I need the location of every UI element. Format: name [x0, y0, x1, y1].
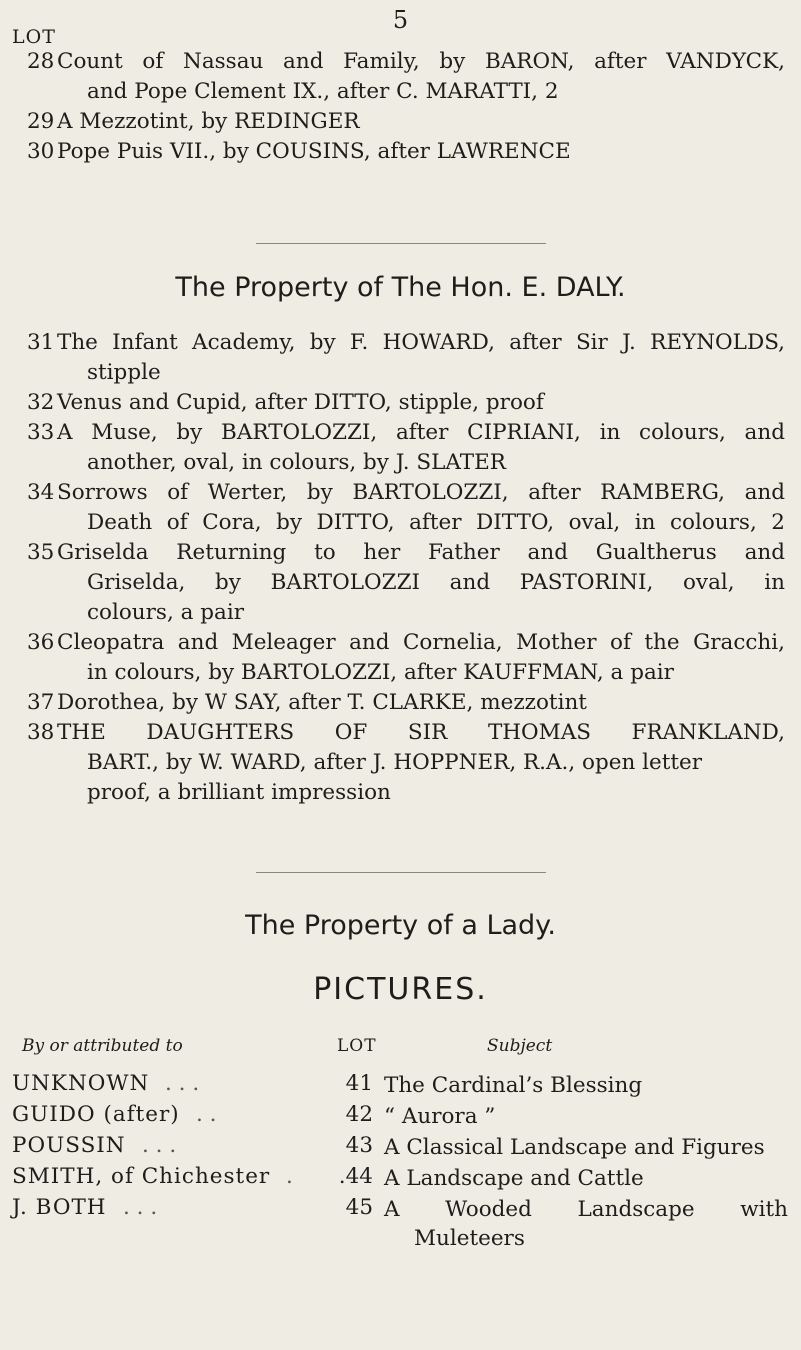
lot-number: 34 — [27, 480, 55, 505]
lot-entry — [0, 418, 801, 478]
lot-number: 35 — [27, 540, 55, 565]
lot-entry — [0, 628, 801, 688]
lot-entry — [0, 47, 801, 107]
leader-dots: . . . — [142, 1133, 177, 1158]
leader-dots: . — [286, 1164, 293, 1189]
column-header-subject: Subject — [487, 1036, 553, 1056]
artist-name: POUSSIN — [12, 1133, 126, 1158]
lot-description-line: Sorrows of Werter, by BARTOLOZZI, after RAMBERG, and — [57, 480, 785, 505]
lot-description-line: in colours, by BARTOLOZZI, after KAUFFMAN, a pair — [87, 660, 674, 685]
lot-description-line: Griselda Returning to her Father and Gualtherus and — [57, 540, 785, 565]
page-number: 5 — [392, 6, 409, 34]
lot-description-line: Venus and Cupid, after DITTO, stipple, proof — [57, 390, 544, 415]
lot-entry — [0, 328, 801, 388]
lot-number: .44 — [338, 1164, 373, 1189]
lot-description-line: The Infant Academy, by F. HOWARD, after Sir J. REYNOLDS, — [57, 330, 785, 355]
column-header-artist: By or attributed to — [22, 1036, 183, 1056]
section-2-entries — [0, 328, 801, 808]
lot-description-line: A Mezzotint, by REDINGER — [57, 109, 360, 134]
lot-number: 45 — [345, 1195, 373, 1220]
divider-rule — [256, 872, 546, 873]
artist-name: GUIDO (after) — [12, 1102, 180, 1127]
section-2-heading: The Property of The Hon. E. DALY. — [175, 272, 626, 303]
lot-description-line: and Pope Clement IX., after C. MARATTI, 2 — [87, 79, 559, 104]
lot-description-line: colours, a pair — [87, 600, 245, 625]
section-3-heading: The Property of a Lady. — [245, 910, 556, 941]
lot-description-line: BART., by W. WARD, after J. HOPPNER, R.A., open letter — [87, 750, 703, 775]
lot-entry — [0, 388, 801, 418]
artist-name: J. BOTH — [12, 1195, 107, 1220]
picture-subject — [384, 1133, 788, 1162]
lot-description-line: Griselda, by BARTOLOZZI and PASTORINI, oval, in — [87, 570, 785, 595]
lot-description-line: THE DAUGHTERS OF SIR THOMAS FRANKLAND, — [57, 720, 785, 745]
subject-line: The Cardinal’s Blessing — [384, 1073, 643, 1098]
lot-entry — [0, 688, 801, 718]
lot-description-line: Count of Nassau and Family, by BARON, after VANDYCK, — [57, 49, 785, 74]
subject-line: Muleteers — [414, 1226, 525, 1251]
lot-number: 42 — [345, 1102, 373, 1127]
leader-dots: . . . — [123, 1195, 158, 1220]
lot-number: 43 — [345, 1133, 373, 1158]
picture-subject — [384, 1071, 788, 1100]
picture-subject — [384, 1164, 788, 1193]
subject-line: A Landscape and Cattle — [384, 1166, 644, 1191]
lot-number: 28 — [27, 49, 55, 74]
pictures-heading: PICTURES. — [313, 972, 488, 1007]
lot-number: 37 — [27, 690, 55, 715]
lot-number: 41 — [345, 1071, 373, 1096]
artist-name: SMITH, of Chichester — [12, 1164, 271, 1189]
picture-subject — [384, 1195, 788, 1253]
column-header-lot: LOT — [337, 1036, 377, 1056]
lot-description-line: Death of Cora, by DITTO, after DITTO, oval, in colours, 2 — [87, 510, 785, 535]
lot-column-header: LOT — [12, 26, 56, 48]
leader-dots: . . — [196, 1102, 217, 1127]
lot-entry — [0, 137, 801, 167]
lot-number: 32 — [27, 390, 55, 415]
lot-description-line: Dorothea, by W SAY, after T. CLARKE, mezzotint — [57, 690, 587, 715]
lot-number: 31 — [27, 330, 55, 355]
lot-number: 38 — [27, 720, 55, 745]
lot-number: 36 — [27, 630, 55, 655]
subject-line: “ Aurora ” — [384, 1104, 496, 1129]
lot-entry — [0, 107, 801, 137]
lot-entry — [0, 538, 801, 628]
lot-description-line: another, oval, in colours, by J. SLATER — [87, 450, 506, 475]
lot-description-line: stipple — [87, 360, 161, 385]
subject-line: A Wooded Landscape with — [384, 1197, 788, 1222]
lot-number: 29 — [27, 109, 55, 134]
lot-description-line: Cleopatra and Meleager and Cornelia, Mother of the Gracchi, — [57, 630, 785, 655]
artist-name: UNKNOWN — [12, 1071, 150, 1096]
subject-line: A Classical Landscape and Figures — [384, 1135, 765, 1160]
divider-rule — [256, 243, 546, 244]
leader-dots: . . . — [165, 1071, 200, 1096]
picture-subject — [384, 1102, 788, 1131]
lot-description-line: proof, a brilliant impression — [87, 780, 391, 805]
lot-number: 30 — [27, 139, 55, 164]
lot-entry — [0, 718, 801, 808]
lot-description-line: A Muse, by BARTOLOZZI, after CIPRIANI, in colours, and — [57, 420, 785, 445]
section-1-entries — [0, 47, 801, 167]
lot-description-line: Pope Puis VII., by COUSINS, after LAWRENCE — [57, 139, 571, 164]
lot-number: 33 — [27, 420, 55, 445]
lot-entry — [0, 478, 801, 538]
